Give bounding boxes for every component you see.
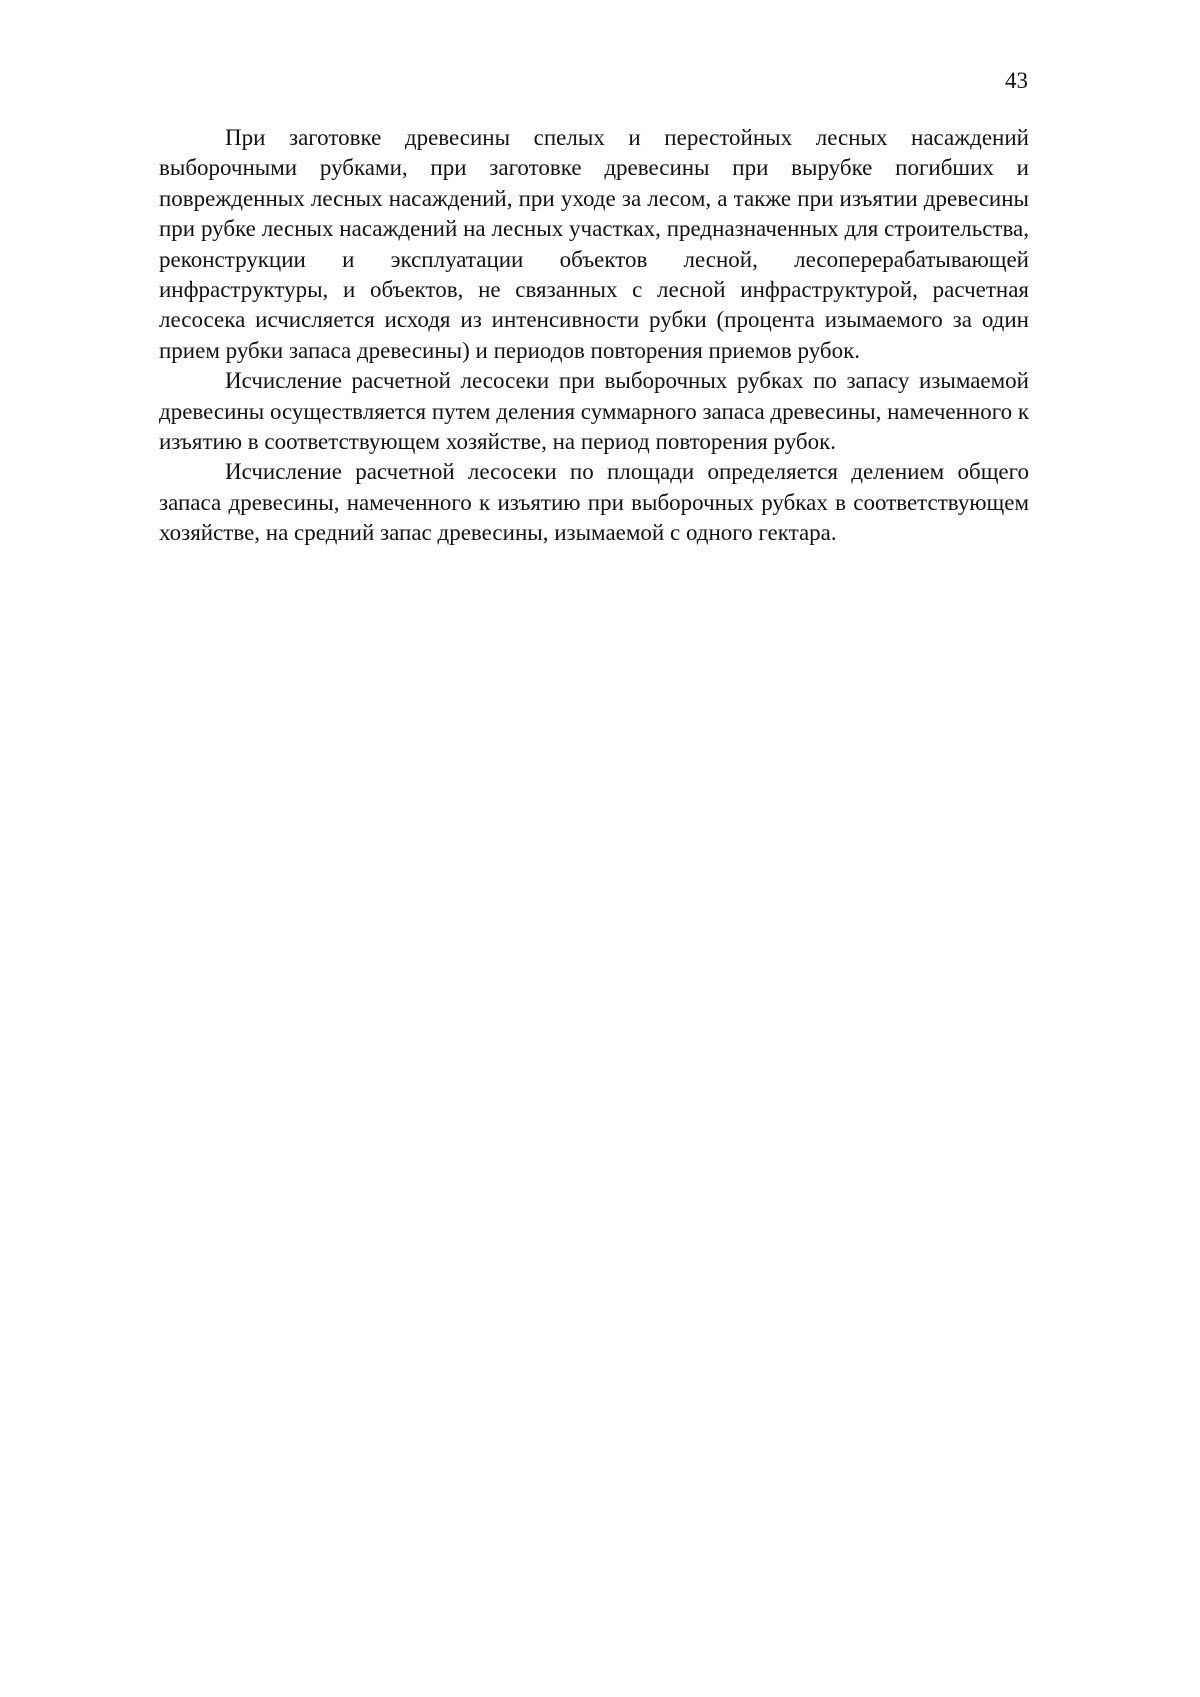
- paragraph-1: При заготовке древесины спелых и перестойных лесных насаждений выборочными рубками, при заготовке древесины при вырубке погибших и поврежденных лесных насаждений, при уходе за лесом, а также при изъятии древесины при рубке лесных насаждений на лесных участках, предназначенных для строительства, реконструкции и эксплуатации объектов лесной, лесоперерабатывающей инфраструктуры, и объектов, не связанных с лесной инфраструктурой, расчетная лесосека исчисляется исходя из интенсивности рубки (процента изымаемого за один прием рубки запаса древесины) и периодов повторения приемов рубок.: [159, 125, 1029, 363]
- paragraph-3: Исчисление расчетной лесосеки по площади определяется делением общего запаса древесины, намеченного к изъятию при выборочных рубках в соответствующем хозяйстве, на средний запас древесины, изымаемой с одного гектара.: [159, 459, 1029, 546]
- page-number: 43: [1005, 68, 1028, 93]
- body-text: [159, 123, 1029, 549]
- paragraph-2: Исчисление расчетной лесосеки при выборочных рубках по запасу изымаемой древесины осуществляется путем деления суммарного запаса древесины, намеченного к изъятию в соответствующем хозяйстве, на период повторения рубок.: [159, 368, 1030, 455]
